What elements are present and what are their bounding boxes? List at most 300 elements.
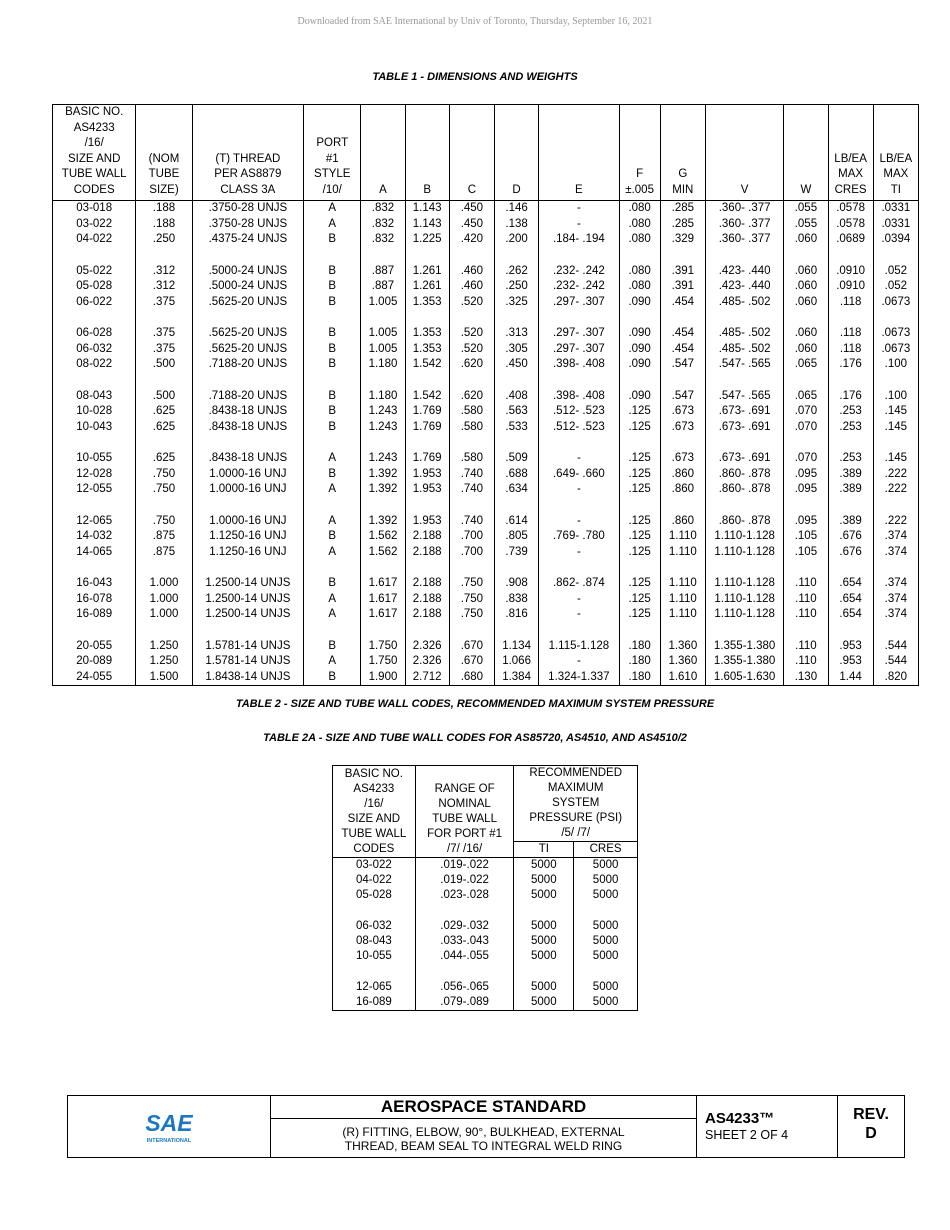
table-cell: 5000 xyxy=(574,873,638,888)
table-cell: .485- .502 xyxy=(705,295,783,311)
table-cell: 1.005 xyxy=(361,342,405,358)
table-cell: .110 xyxy=(784,592,828,608)
table-cell: .750 xyxy=(449,592,494,608)
table-cell: .060 xyxy=(784,326,828,342)
table-cell: .090 xyxy=(619,357,660,373)
table-cell: .125 xyxy=(619,451,660,467)
table-cell: .838 xyxy=(494,592,538,608)
table-cell: .820 xyxy=(873,670,918,686)
table-cell: .520 xyxy=(449,342,494,358)
table-cell: .125 xyxy=(619,545,660,561)
table-cell: .180 xyxy=(619,670,660,686)
table-cell: .547- .565 xyxy=(705,389,783,405)
table-cell: 1.542 xyxy=(405,357,449,373)
table-cell: .700 xyxy=(449,545,494,561)
table-cell: .0673 xyxy=(873,342,918,358)
group-spacer xyxy=(53,623,919,639)
table-cell: .454 xyxy=(660,342,705,358)
table-cell: .080 xyxy=(619,279,660,295)
table-cell: 1.953 xyxy=(405,467,449,483)
table-row xyxy=(53,607,919,623)
table-cell: .500 xyxy=(136,389,192,405)
table-cell: .253 xyxy=(828,420,873,436)
table-cell: .580 xyxy=(449,451,494,467)
table-cell: .253 xyxy=(828,404,873,420)
table-cell: 2.188 xyxy=(405,529,449,545)
table-cell: .544 xyxy=(873,639,918,655)
table-cell: 16-078 xyxy=(53,592,136,608)
table-cell: .389 xyxy=(828,482,873,498)
table-cell: 1.143 xyxy=(405,201,449,217)
table-cell: .125 xyxy=(619,420,660,436)
table-cell: 1.005 xyxy=(361,295,405,311)
table-cell: .544 xyxy=(873,654,918,670)
table-cell: .090 xyxy=(619,326,660,342)
table-cell: .222 xyxy=(873,467,918,483)
table-cell: .620 xyxy=(449,389,494,405)
table-cell: .673 xyxy=(660,404,705,420)
table2a-title: TABLE 2A - SIZE AND TUBE WALL CODES FOR AS85720, AS4510, AND AS4510/2 xyxy=(263,732,687,744)
table-cell: .673- .691 xyxy=(705,420,783,436)
table-cell: .090 xyxy=(619,295,660,311)
table-cell: .750 xyxy=(136,514,192,530)
table-cell: 1.110-1.128 xyxy=(705,576,783,592)
table-cell: .673 xyxy=(660,420,705,436)
table-cell: .110 xyxy=(784,654,828,670)
table-cell: .188 xyxy=(136,217,192,233)
table-cell: .200 xyxy=(494,232,538,248)
revision xyxy=(838,1096,904,1157)
table-cell: .740 xyxy=(449,482,494,498)
table-cell: 20-055 xyxy=(53,639,136,655)
column-header: V xyxy=(705,105,783,201)
table-cell: .065 xyxy=(784,389,828,405)
table-cell: 5000 xyxy=(574,980,638,995)
table-cell: 2.326 xyxy=(405,639,449,655)
table-cell: .680 xyxy=(449,670,494,686)
table-cell: .222 xyxy=(873,482,918,498)
table-cell: 10-028 xyxy=(53,404,136,420)
table-cell: 1.562 xyxy=(361,529,405,545)
table-cell: .125 xyxy=(619,467,660,483)
table-cell: .8438-18 UNJS xyxy=(192,451,304,467)
table-cell: - xyxy=(539,217,619,233)
table-cell: 1.2500-14 UNJS xyxy=(192,592,304,608)
table-cell: .125 xyxy=(619,607,660,623)
table-cell: 16-089 xyxy=(333,995,416,1011)
table-cell: .056-.065 xyxy=(415,980,514,995)
table-cell: .110 xyxy=(784,639,828,655)
table-cell: 10-055 xyxy=(53,451,136,467)
table-cell: .110 xyxy=(784,607,828,623)
table-cell: 1.953 xyxy=(405,514,449,530)
table-cell: .125 xyxy=(619,404,660,420)
table-cell: .095 xyxy=(784,467,828,483)
table-cell: .055 xyxy=(784,217,828,233)
table-cell: 1.0000-16 UNJ xyxy=(192,514,304,530)
table-cell: .125 xyxy=(619,482,660,498)
table-cell: .512- .523 xyxy=(539,420,619,436)
table-cell: .184- .194 xyxy=(539,232,619,248)
table-cell: .5000-24 UNJS xyxy=(192,264,304,280)
table-cell: .547 xyxy=(660,389,705,405)
table-cell: .0910 xyxy=(828,279,873,295)
table-cell: .070 xyxy=(784,420,828,436)
table-row xyxy=(53,451,919,467)
table-cell: 2.188 xyxy=(405,576,449,592)
header-tube-wall-range: RANGE OF NOMINAL TUBE WALL FOR PORT #1 /7/ /16/ xyxy=(415,766,514,858)
table-cell: B xyxy=(304,467,361,483)
table-cell: .374 xyxy=(873,545,918,561)
table-cell: 12-028 xyxy=(53,467,136,483)
table-cell: .563 xyxy=(494,404,538,420)
table-row xyxy=(53,326,919,342)
sae-logo xyxy=(68,1096,271,1157)
table-cell: .832 xyxy=(361,217,405,233)
table-cell: .070 xyxy=(784,451,828,467)
table-cell: 1.066 xyxy=(494,654,538,670)
table-cell: .312 xyxy=(136,279,192,295)
table-cell: .090 xyxy=(619,389,660,405)
table-cell: B xyxy=(304,295,361,311)
table-cell: 1.261 xyxy=(405,279,449,295)
table-cell: .832 xyxy=(361,201,405,217)
table-cell: 20-089 xyxy=(53,654,136,670)
table-cell: A xyxy=(304,592,361,608)
table-cell: 14-032 xyxy=(53,529,136,545)
table-cell: .100 xyxy=(873,357,918,373)
table-cell: .125 xyxy=(619,529,660,545)
table-row xyxy=(53,404,919,420)
table-row xyxy=(53,420,919,436)
table-cell: .580 xyxy=(449,420,494,436)
table-cell: - xyxy=(539,592,619,608)
table-cell: 16-089 xyxy=(53,607,136,623)
table-cell: 1.324-1.337 xyxy=(539,670,619,686)
table-cell: 1.769 xyxy=(405,451,449,467)
table-cell: 1.225 xyxy=(405,232,449,248)
table-cell: .375 xyxy=(136,342,192,358)
table-cell: .019-.022 xyxy=(415,873,514,888)
table-cell: .862- .874 xyxy=(539,576,619,592)
table-row xyxy=(53,201,919,217)
table-cell: .676 xyxy=(828,545,873,561)
table-cell: .654 xyxy=(828,576,873,592)
table-cell: .146 xyxy=(494,201,538,217)
table-cell: .391 xyxy=(660,279,705,295)
table-cell: 1.355-1.380 xyxy=(705,654,783,670)
table-cell: .673- .691 xyxy=(705,451,783,467)
table-cell: - xyxy=(539,482,619,498)
table-cell: .253 xyxy=(828,451,873,467)
table-row xyxy=(53,670,919,686)
table-row xyxy=(53,357,919,373)
table-cell: .176 xyxy=(828,389,873,405)
table-cell: 1.900 xyxy=(361,670,405,686)
download-note: Downloaded from SAE International by Univ of Toronto, Thursday, September 16, 2021 xyxy=(297,16,653,27)
table-cell: 1.617 xyxy=(361,576,405,592)
table-cell: 5000 xyxy=(514,873,574,888)
table-cell: .125 xyxy=(619,514,660,530)
table-cell: .3750-28 UNJS xyxy=(192,201,304,217)
table-cell: .325 xyxy=(494,295,538,311)
column-header: E xyxy=(539,105,619,201)
table-cell: .305 xyxy=(494,342,538,358)
table-cell: .739 xyxy=(494,545,538,561)
table-cell: 1.617 xyxy=(361,592,405,608)
table-cell: .118 xyxy=(828,295,873,311)
table-cell: 1.2500-14 UNJS xyxy=(192,576,304,592)
group-spacer xyxy=(53,498,919,514)
table-cell: 5000 xyxy=(514,919,574,934)
svg-text:SAE: SAE xyxy=(145,1109,193,1136)
table-cell: .060 xyxy=(784,264,828,280)
table-cell: .750 xyxy=(136,467,192,483)
group-spacer xyxy=(53,248,919,264)
column-header: F ±.005 xyxy=(619,105,660,201)
table-cell: 5000 xyxy=(514,858,574,874)
table-cell: .019-.022 xyxy=(415,858,514,874)
table-cell: .580 xyxy=(449,404,494,420)
table-cell: .500 xyxy=(136,357,192,373)
table-cell: .297- .307 xyxy=(539,295,619,311)
table-cell: 04-022 xyxy=(53,232,136,248)
table-cell: .080 xyxy=(619,217,660,233)
table-cell: 1.250 xyxy=(136,654,192,670)
table-cell: .145 xyxy=(873,420,918,436)
group-spacer xyxy=(333,903,638,919)
table-cell: 1.1250-16 UNJ xyxy=(192,529,304,545)
table-cell: .7188-20 UNJS xyxy=(192,389,304,405)
table-cell: .700 xyxy=(449,529,494,545)
group-spacer xyxy=(333,964,638,980)
table-cell: .060 xyxy=(784,295,828,311)
table-cell: .125 xyxy=(619,576,660,592)
table-cell: .654 xyxy=(828,592,873,608)
table-cell: .953 xyxy=(828,639,873,655)
header-max-pressure: RECOMMENDED MAXIMUM SYSTEM PRESSURE (PSI) /5/ /7/ xyxy=(514,766,638,842)
table-cell: .118 xyxy=(828,326,873,342)
table-cell: B xyxy=(304,279,361,295)
table-cell: .055 xyxy=(784,201,828,217)
table-cell: .769- .780 xyxy=(539,529,619,545)
table-cell: .670 xyxy=(449,639,494,655)
table-cell: B xyxy=(304,404,361,420)
table-cell: .750 xyxy=(136,482,192,498)
table-cell: 5000 xyxy=(514,980,574,995)
header-cres: CRES xyxy=(574,842,638,858)
table-cell: .285 xyxy=(660,217,705,233)
table-cell: 1.542 xyxy=(405,389,449,405)
table-cell: 06-032 xyxy=(53,342,136,358)
table-cell: 1.110-1.128 xyxy=(705,529,783,545)
table-cell: .090 xyxy=(619,342,660,358)
table-row xyxy=(333,949,638,964)
table-cell: .0331 xyxy=(873,201,918,217)
table-cell: .313 xyxy=(494,326,538,342)
table-cell: .454 xyxy=(660,326,705,342)
table-cell: .634 xyxy=(494,482,538,498)
table-cell: 1.353 xyxy=(405,295,449,311)
table-cell: .188 xyxy=(136,201,192,217)
table-cell: 1.000 xyxy=(136,576,192,592)
table-cell: .080 xyxy=(619,201,660,217)
document-number: AS4233™ xyxy=(705,1110,775,1127)
document-description xyxy=(271,1119,696,1157)
table-cell: .450 xyxy=(449,217,494,233)
table-cell: A xyxy=(304,482,361,498)
table-row xyxy=(53,279,919,295)
table-row xyxy=(53,592,919,608)
table-cell: .374 xyxy=(873,607,918,623)
table-cell: .375 xyxy=(136,295,192,311)
table-cell: - xyxy=(539,607,619,623)
table-cell: .450 xyxy=(449,201,494,217)
table-cell: 24-055 xyxy=(53,670,136,686)
table-cell: .860 xyxy=(660,514,705,530)
table-cell: .0689 xyxy=(828,232,873,248)
table-cell: .547 xyxy=(660,357,705,373)
table-cell: .860- .878 xyxy=(705,514,783,530)
table-cell: A xyxy=(304,545,361,561)
table-cell: .625 xyxy=(136,451,192,467)
table-row xyxy=(53,514,919,530)
table-cell: 1.617 xyxy=(361,607,405,623)
header-ti: TI xyxy=(514,842,574,858)
table-cell: .060 xyxy=(784,279,828,295)
table-cell: 1.44 xyxy=(828,670,873,686)
table-cell: .832 xyxy=(361,232,405,248)
description-line-2: THREAD, BEAM SEAL TO INTEGRAL WELD RING xyxy=(344,1139,623,1153)
table-cell: .520 xyxy=(449,295,494,311)
table-cell: .0673 xyxy=(873,295,918,311)
table-cell: .374 xyxy=(873,576,918,592)
table-cell: B xyxy=(304,420,361,436)
table-cell: .398- .408 xyxy=(539,389,619,405)
table-cell: 5000 xyxy=(574,995,638,1011)
table-cell: .360- .377 xyxy=(705,217,783,233)
table-cell: 1.355-1.380 xyxy=(705,639,783,655)
table-cell: 04-022 xyxy=(333,873,416,888)
column-header: B xyxy=(405,105,449,201)
table-cell: 12-055 xyxy=(53,482,136,498)
table-cell: 1.110-1.128 xyxy=(705,545,783,561)
table-cell: 5000 xyxy=(574,888,638,903)
table-cell: .740 xyxy=(449,514,494,530)
table-cell: 1.360 xyxy=(660,654,705,670)
table-cell: .816 xyxy=(494,607,538,623)
table-cell: .676 xyxy=(828,529,873,545)
standard-type: AEROSPACE STANDARD xyxy=(271,1096,696,1119)
table-cell: 05-028 xyxy=(333,888,416,903)
table-cell: B xyxy=(304,639,361,655)
table-row xyxy=(333,995,638,1011)
table-cell: .060 xyxy=(784,232,828,248)
table-cell: B xyxy=(304,342,361,358)
table-cell: B xyxy=(304,389,361,405)
table-cell: .3750-28 UNJS xyxy=(192,217,304,233)
table-cell: .860 xyxy=(660,467,705,483)
table-cell: .329 xyxy=(660,232,705,248)
table-cell: .105 xyxy=(784,545,828,561)
table-cell: .130 xyxy=(784,670,828,686)
table-cell: .485- .502 xyxy=(705,326,783,342)
table-cell: 1.243 xyxy=(361,420,405,436)
table-cell: - xyxy=(539,545,619,561)
table-cell: .509 xyxy=(494,451,538,467)
group-spacer xyxy=(53,435,919,451)
table-row xyxy=(53,639,919,655)
table-row xyxy=(333,934,638,949)
table-cell: .620 xyxy=(449,357,494,373)
table-cell: .222 xyxy=(873,514,918,530)
table-cell: .176 xyxy=(828,357,873,373)
table-cell: .5625-20 UNJS xyxy=(192,326,304,342)
table-cell: .614 xyxy=(494,514,538,530)
table-cell: .180 xyxy=(619,654,660,670)
table-cell: .625 xyxy=(136,404,192,420)
table1-title: TABLE 1 - DIMENSIONS AND WEIGHTS xyxy=(372,71,578,83)
table2-title: TABLE 2 - SIZE AND TUBE WALL CODES, RECOMMENDED MAXIMUM SYSTEM PRESSURE xyxy=(235,698,715,710)
table-cell: .0910 xyxy=(828,264,873,280)
table-cell: 1.953 xyxy=(405,482,449,498)
table-cell: .5625-20 UNJS xyxy=(192,295,304,311)
table-cell: .4375-24 UNJS xyxy=(192,232,304,248)
table-cell: .860- .878 xyxy=(705,467,783,483)
table-cell: A xyxy=(304,451,361,467)
table-cell: 1.353 xyxy=(405,326,449,342)
table-cell: .145 xyxy=(873,404,918,420)
table-cell: 5000 xyxy=(514,888,574,903)
table-cell: .460 xyxy=(449,279,494,295)
revision-value: D xyxy=(865,1125,877,1142)
table-cell: 1.000 xyxy=(136,607,192,623)
table-cell: .312 xyxy=(136,264,192,280)
table-cell: 1.180 xyxy=(361,357,405,373)
table-cell: 2.188 xyxy=(405,607,449,623)
table-cell: .389 xyxy=(828,467,873,483)
table2a-header-row xyxy=(333,766,638,842)
table-cell: - xyxy=(539,451,619,467)
table-cell: 2.188 xyxy=(405,592,449,608)
table-cell: 05-022 xyxy=(53,264,136,280)
column-header: PORT #1 STYLE /10/ xyxy=(304,105,361,201)
table-cell: .423- .440 xyxy=(705,279,783,295)
table-cell: .138 xyxy=(494,217,538,233)
table-row xyxy=(53,482,919,498)
table-cell: 2.326 xyxy=(405,654,449,670)
table-cell: .079-.089 xyxy=(415,995,514,1011)
table-cell: .023-.028 xyxy=(415,888,514,903)
table-cell: .5625-20 UNJS xyxy=(192,342,304,358)
table-cell: B xyxy=(304,670,361,686)
pressure-table xyxy=(332,765,638,1011)
table-cell: B xyxy=(304,326,361,342)
table-cell: .860- .878 xyxy=(705,482,783,498)
table-cell: 1.243 xyxy=(361,404,405,420)
table-cell: .7188-20 UNJS xyxy=(192,357,304,373)
table-cell: 12-065 xyxy=(53,514,136,530)
table-row xyxy=(333,873,638,888)
table-cell: 08-022 xyxy=(53,357,136,373)
table-cell: .0331 xyxy=(873,217,918,233)
table-cell: 1.750 xyxy=(361,639,405,655)
table-cell: .095 xyxy=(784,482,828,498)
table-cell: 1.8438-14 UNJS xyxy=(192,670,304,686)
table-cell: 5000 xyxy=(574,858,638,874)
table-cell: .512- .523 xyxy=(539,404,619,420)
table-cell: .375 xyxy=(136,326,192,342)
